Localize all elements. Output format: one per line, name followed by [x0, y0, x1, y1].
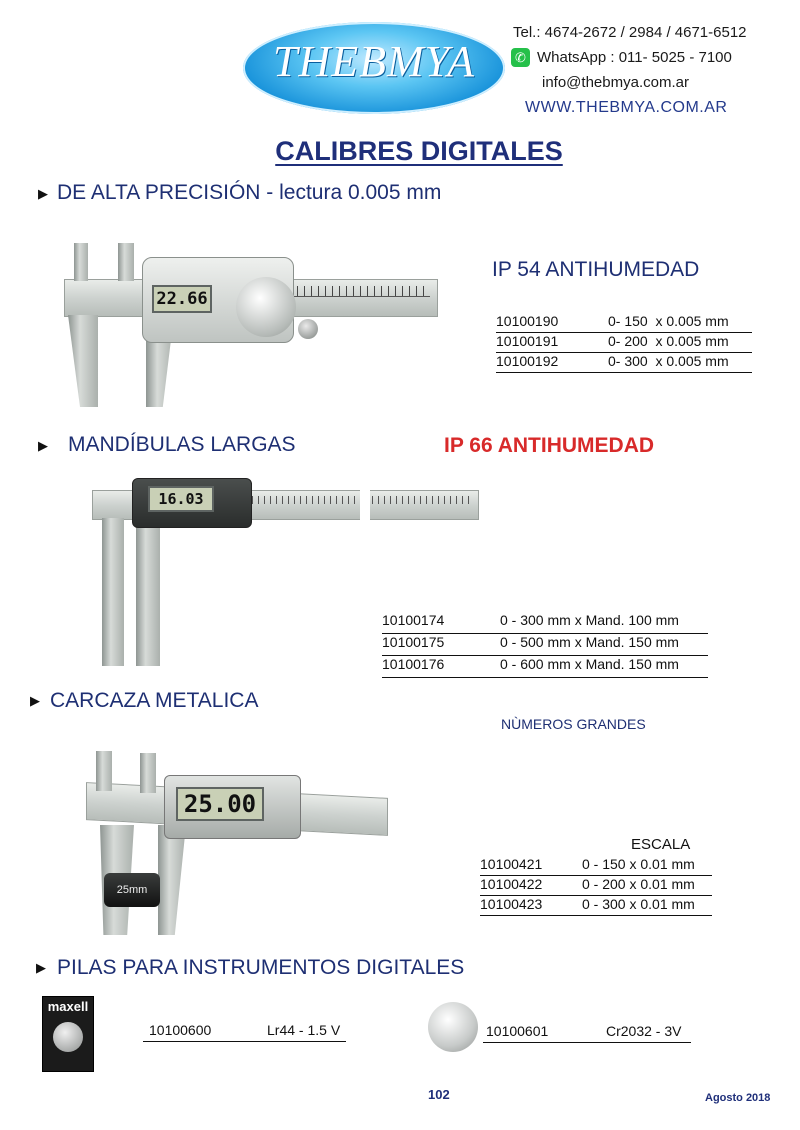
maxell-battery-image [42, 996, 94, 1072]
bullet-triangle-icon: ▶ [36, 960, 46, 975]
product-desc: 0- 300 x 0.005 mm [608, 353, 729, 369]
lcd-display: 16.03 [148, 486, 214, 512]
table-row [496, 353, 752, 373]
phone-text: Tel.: 4674-2672 / 2984 / 4671-6512 [513, 24, 747, 41]
table-row [382, 656, 708, 678]
table-row [496, 313, 752, 333]
product-code: 10100175 [382, 634, 445, 650]
section-heading-alta: DE ALTA PRECISIÓN - lectura 0.005 mm [57, 181, 442, 204]
brand-logo-text: THEBMYA [273, 37, 475, 86]
product-desc: 0 - 500 mm x Mand. 150 mm [500, 634, 679, 650]
email-text: info@thebmya.com.ar [542, 74, 689, 91]
gauge-block-label: 25mm [104, 873, 160, 907]
product-code: 10100192 [496, 353, 559, 369]
product-desc: 0 - 150 x 0.01 mm [582, 856, 695, 872]
product-desc: 0- 150 x 0.005 mm [608, 313, 729, 329]
product-code: 10100600 [149, 1022, 212, 1038]
whatsapp-icon: ✆ [511, 48, 530, 67]
section-heading-pilas: PILAS PARA INSTRUMENTOS DIGITALES [57, 956, 465, 979]
bullet-triangle-icon: ▶ [38, 438, 48, 453]
product-table-alta [496, 313, 752, 373]
coin-battery-image [428, 1002, 478, 1052]
battery-item-1 [143, 1022, 346, 1042]
caliper-image-alta [60, 237, 445, 417]
table-row [382, 612, 708, 634]
product-code: 10100174 [382, 612, 445, 628]
battery-item-2 [483, 1023, 691, 1043]
section-heading-carcaza: CARCAZA METALICA [50, 689, 259, 712]
scale-label: ESCALA [631, 836, 691, 853]
product-code: 10100176 [382, 656, 445, 672]
product-desc: 0 - 200 x 0.01 mm [582, 876, 695, 892]
section-subtitle-mandibulas: IP 66 ANTIHUMEDAD [444, 434, 655, 457]
product-desc: 0- 200 x 0.005 mm [608, 333, 729, 349]
product-desc: 0 - 300 x 0.01 mm [582, 896, 695, 912]
bullet-triangle-icon: ▶ [30, 693, 40, 708]
whatsapp-text: WhatsApp : 011- 5025 - 7100 [537, 49, 732, 66]
table-row [480, 896, 712, 916]
table-row [480, 856, 712, 876]
lcd-display: 25.00 [176, 787, 264, 821]
product-code: 10100423 [480, 896, 543, 912]
page-number: 102 [428, 1087, 450, 1102]
footer-date: Agosto 2018 [705, 1092, 771, 1104]
lcd-display: 22.66 [152, 285, 212, 313]
website-link[interactable]: WWW.THEBMYA.COM.AR [525, 99, 728, 116]
section-subtitle-carcaza: NÙMEROS GRANDES [501, 716, 646, 732]
table-row [496, 333, 752, 353]
battery-brand: maxell [47, 999, 89, 1014]
product-desc: 0 - 600 mm x Mand. 150 mm [500, 656, 679, 672]
product-desc: Cr2032 - 3V [606, 1023, 682, 1039]
product-code: 10100190 [496, 313, 559, 329]
product-desc: 0 - 300 mm x Mand. 100 mm [500, 612, 679, 628]
product-table-mandibulas [382, 612, 708, 678]
bullet-triangle-icon: ▶ [38, 186, 48, 201]
page-title: CALIBRES DIGITALES [275, 136, 563, 166]
table-row [382, 634, 708, 656]
section-subtitle-alta: IP 54 ANTIHUMEDAD [492, 258, 700, 281]
product-desc: Lr44 - 1.5 V [267, 1022, 341, 1038]
product-code: 10100191 [496, 333, 559, 349]
section-heading-mandibulas: MANDÍBULAS LARGAS [68, 433, 296, 456]
product-table-carcaza [480, 856, 712, 916]
product-code: 10100601 [486, 1023, 549, 1039]
caliper-image-carcaza [80, 745, 390, 945]
product-code: 10100421 [480, 856, 543, 872]
table-row [480, 876, 712, 896]
product-code: 10100422 [480, 876, 543, 892]
